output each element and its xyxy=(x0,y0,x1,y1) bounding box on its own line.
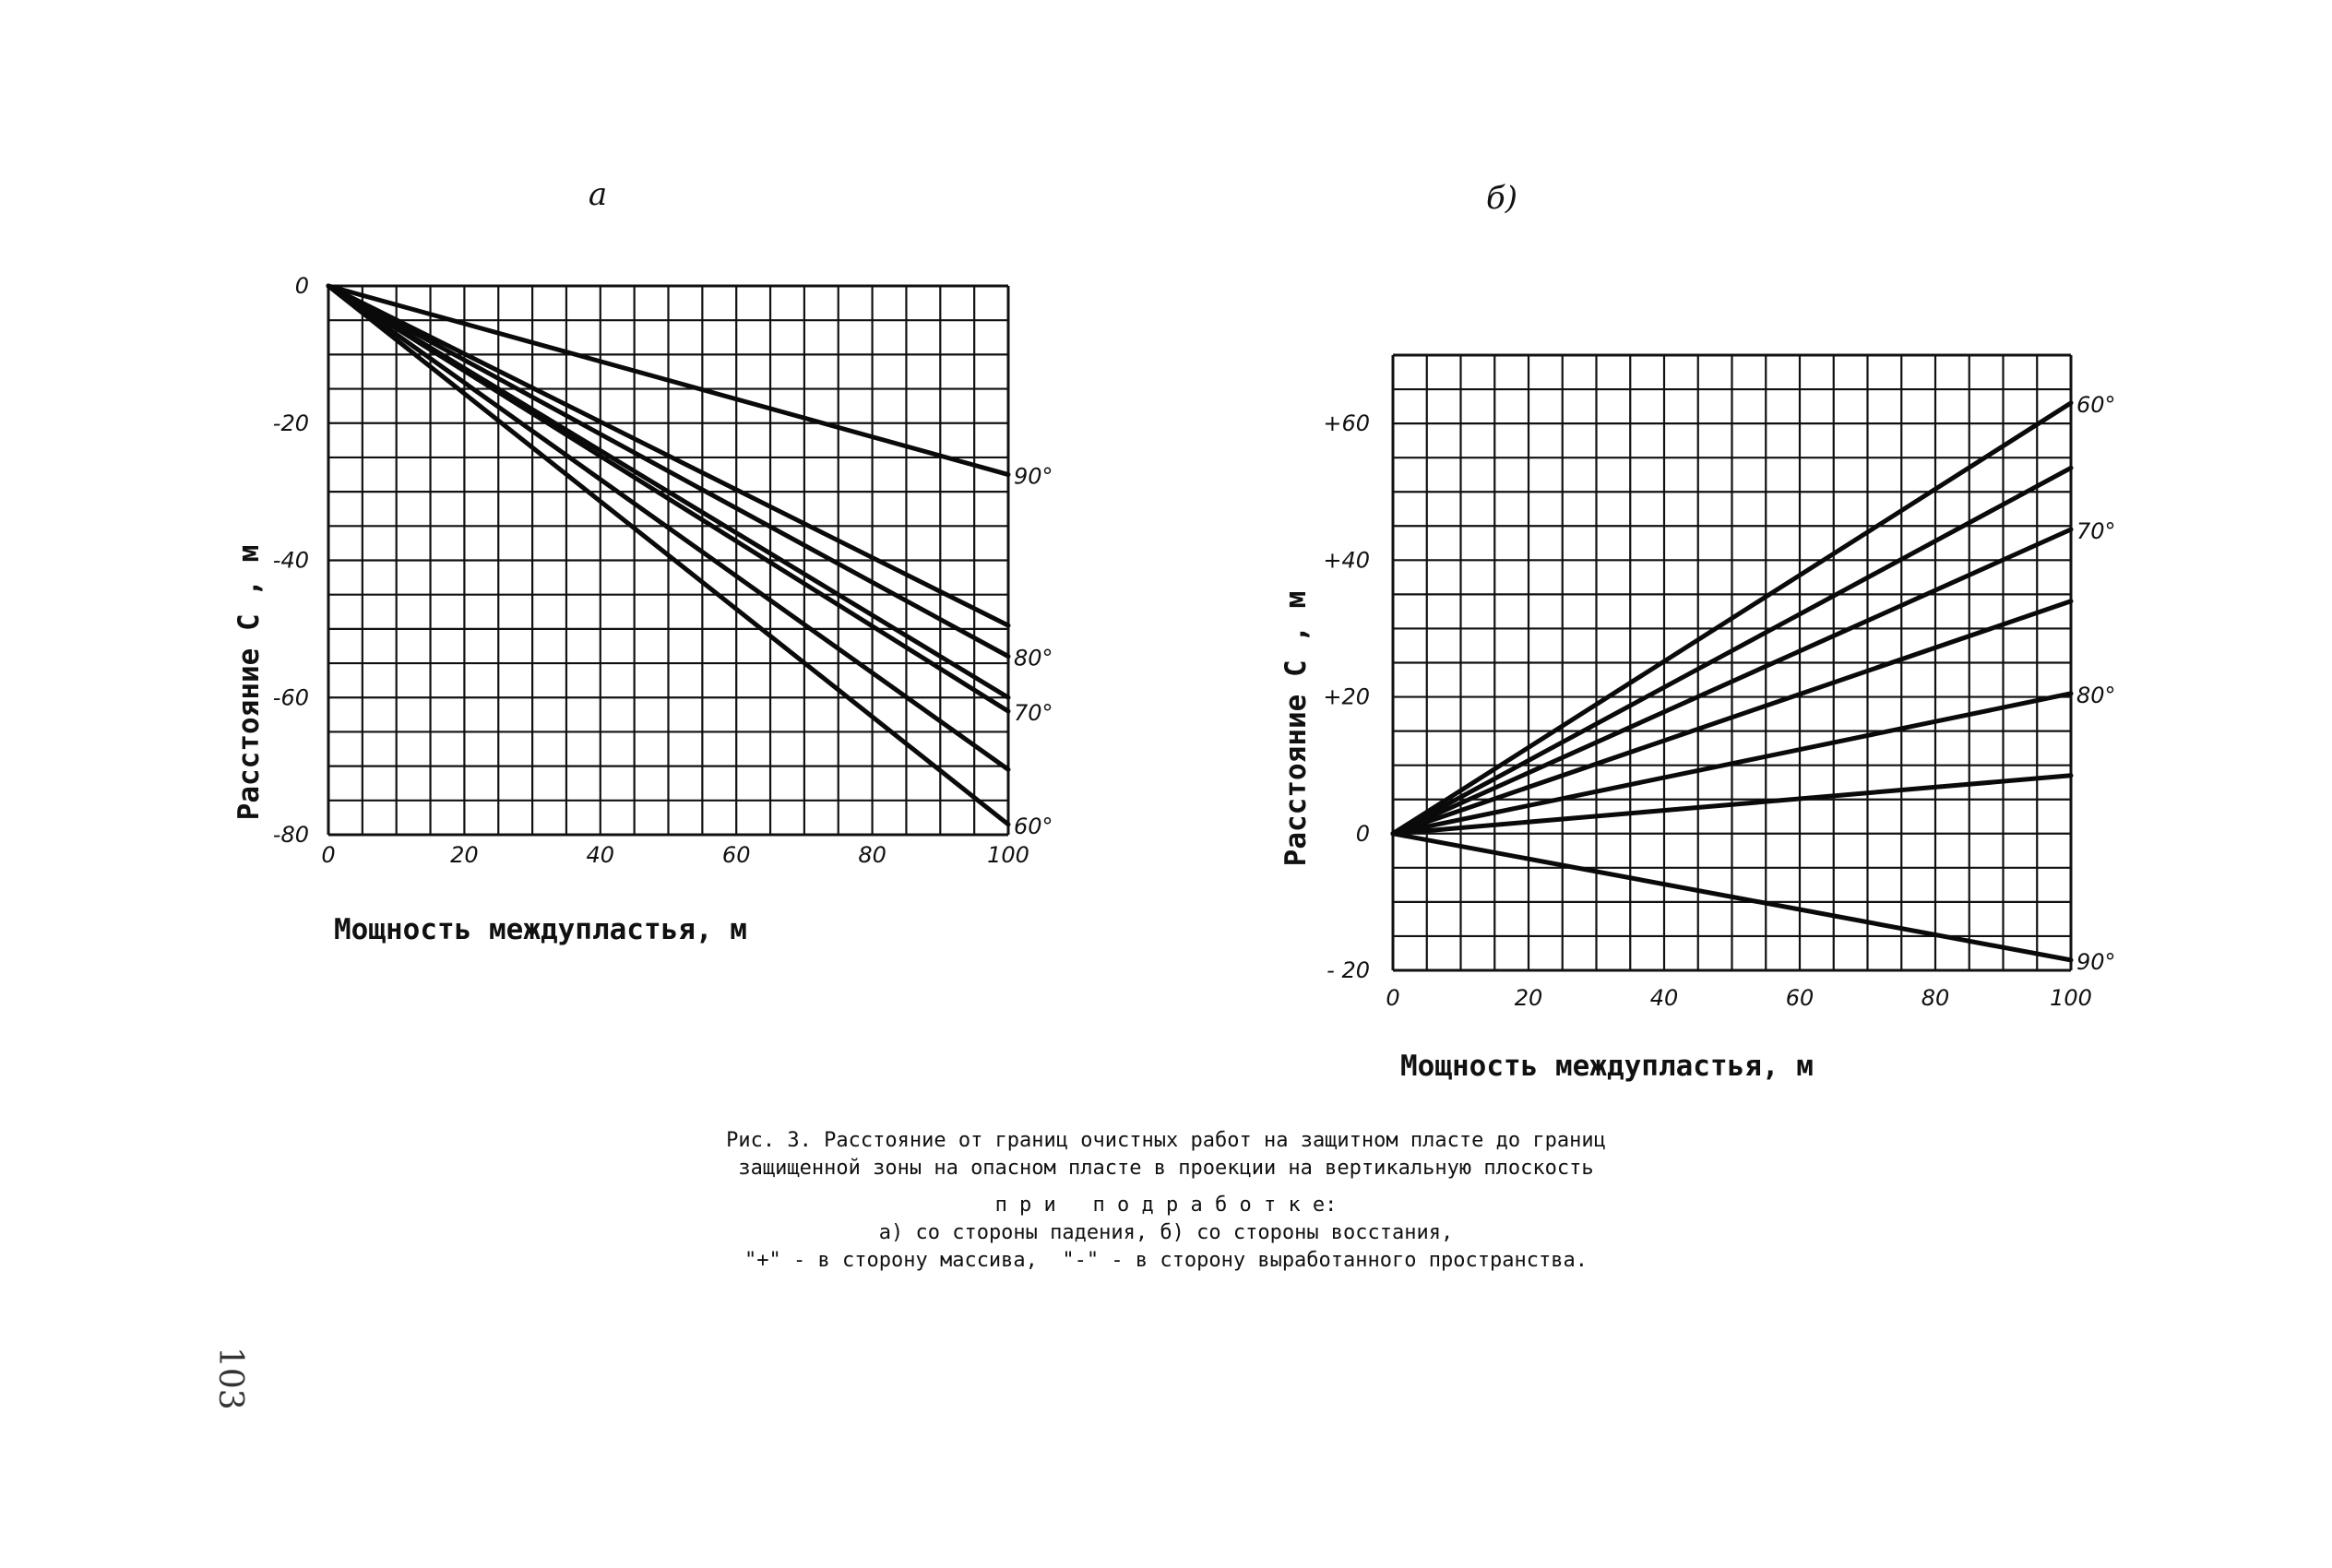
a-y-tick-label: 0 xyxy=(294,273,309,299)
figure-caption xyxy=(0,1127,2332,1275)
a-x-tick-label: 100 xyxy=(987,842,1029,868)
b-series-label-3: 70° xyxy=(2076,517,2116,544)
a-x-tick-label: 60 xyxy=(721,842,751,868)
panel-b-letter: б) xyxy=(1485,180,1518,217)
b-y-tick-label: - 20 xyxy=(1327,957,1370,983)
a-series-label-1: 90° xyxy=(1014,463,1053,490)
a-x-tick-label: 0 xyxy=(321,842,336,868)
a-y-tick-label: -40 xyxy=(272,547,309,574)
b-x-tick-label: 40 xyxy=(1649,985,1679,1011)
caption-line-1: Рис. 3. Расстояние от границ очистных работ на защитном пласте до границ xyxy=(726,1129,1606,1152)
a-x-tick-label: 80 xyxy=(858,842,886,868)
page-number: 103 xyxy=(211,1347,249,1410)
b-x-tick-label: 100 xyxy=(2050,985,2092,1011)
panel-a-letter: a xyxy=(588,176,608,213)
panel-b-y-axis-title: Расстояние С , м xyxy=(1279,590,1313,867)
caption-line-2: защищенной зоны на опасном пласте в проекции на вертикальную плоскость xyxy=(738,1157,1594,1180)
a-series-label-3: 80° xyxy=(1014,645,1053,671)
b-y-tick-label: +40 xyxy=(1323,547,1370,574)
caption-line-4: а) со стороны падения, б) со стороны восстания, xyxy=(878,1221,1454,1244)
b-y-tick-label: +20 xyxy=(1323,683,1370,710)
a-y-tick-label: -60 xyxy=(272,684,309,711)
a-series-label-5: 70° xyxy=(1014,700,1053,727)
panel-a-tick-labels xyxy=(273,273,1029,868)
panel-b-x-axis-title: Мощность междупластья, м xyxy=(1400,1050,1814,1083)
b-series-label-5: 80° xyxy=(2076,682,2116,708)
b-x-tick-label: 20 xyxy=(1514,985,1543,1011)
b-x-tick-label: 60 xyxy=(1785,985,1814,1011)
panel-a-y-axis-title: Расстояние С , м xyxy=(232,544,266,821)
b-y-tick-label: +60 xyxy=(1323,410,1370,437)
a-x-tick-label: 40 xyxy=(586,842,615,868)
panel-a-x-axis-title: Мощность междупластья, м xyxy=(334,913,747,946)
panel-a-chart xyxy=(232,176,1053,946)
panel-b-grid xyxy=(1393,355,2071,970)
b-y-tick-label: 0 xyxy=(1355,820,1370,847)
a-y-tick-label: -20 xyxy=(272,410,309,436)
a-y-tick-label: -80 xyxy=(272,822,309,848)
panel-a-series-labels xyxy=(1014,464,1053,839)
a-x-tick-label: 20 xyxy=(450,842,479,868)
caption-line-5: "+" - в сторону массива, "-" - в сторону выработанного пространства. xyxy=(744,1249,1588,1272)
b-x-tick-label: 0 xyxy=(1386,985,1400,1011)
b-x-tick-label: 80 xyxy=(1921,985,1950,1011)
b-series-label-7: 90° xyxy=(2076,948,2116,975)
panel-b-series-labels xyxy=(2076,392,2116,975)
b-series-label-1: 60° xyxy=(2076,391,2116,418)
panel-b-chart xyxy=(1279,180,2116,1083)
a-series-label-7: 60° xyxy=(1014,813,1053,839)
caption-line-3: п р и п о д р а б о т к е: xyxy=(994,1194,1338,1217)
